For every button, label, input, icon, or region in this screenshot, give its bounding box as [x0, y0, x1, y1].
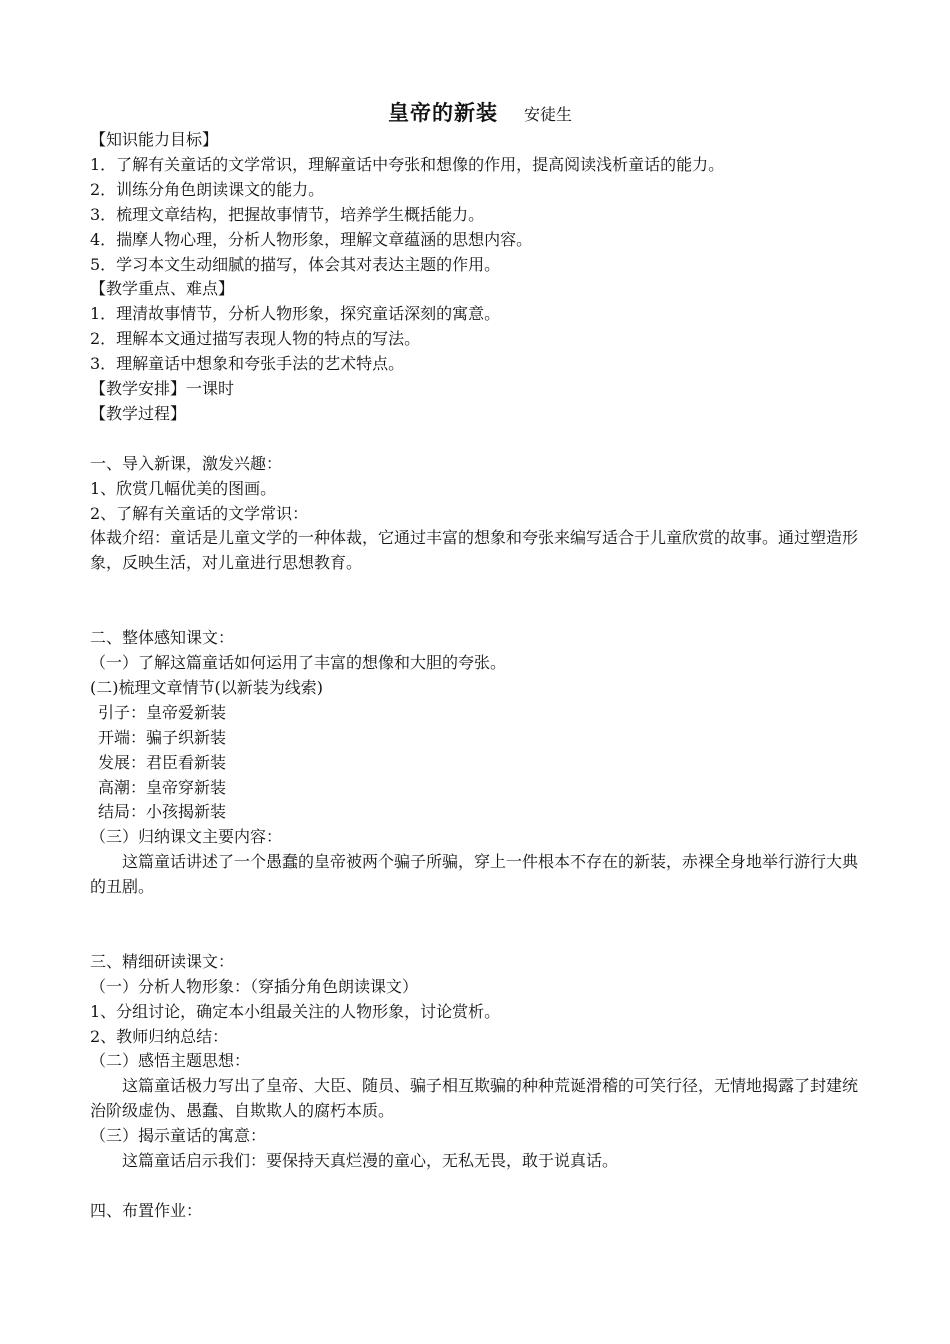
keypoints-heading: 【教学重点、难点】 — [90, 279, 235, 299]
section-heading: 一、导入新课，激发兴趣： — [90, 453, 283, 473]
objective-item: 5．学习本文生动细腻的描写，体会其对表达主题的作用。 — [90, 254, 501, 274]
schedule-line: 【教学安排】一课时 — [90, 379, 235, 399]
subsection-heading: （三）归纳课文主要内容： — [90, 827, 283, 847]
subsection-heading: （一）分析人物形象：（穿插分角色朗读课文） — [90, 976, 419, 996]
plot-item: 高潮：皇帝穿新装 — [98, 777, 227, 797]
genre-intro-paragraph: 体裁介绍：童话是儿童文学的一种体裁，它通过丰富的想象和夸张来编写适合于儿童欣赏的故事。通过塑造形象，反映生活，对儿童进行思想教育。 — [90, 528, 859, 573]
section-item: 2、教师归纳总结： — [90, 1026, 229, 1046]
title-row — [90, 98, 870, 128]
objective-item: 4．揣摩人物心理，分析人物形象，理解文章蕴涵的思想内容。 — [90, 229, 533, 249]
subsection-heading: (二)梳理文章情节(以新装为线索) — [90, 677, 323, 697]
plot-item: 引子：皇帝爱新装 — [98, 702, 227, 722]
summary-paragraph: 这篇童话讲述了一个愚蠢的皇帝被两个骗子所骗，穿上一件根本不存在的新装，赤裸全身地举行游行大典的丑剧。 — [90, 852, 859, 897]
document-title: 皇帝的新装 — [387, 100, 498, 125]
plot-item: 发展：君臣看新装 — [98, 752, 227, 772]
subsection-heading: （一）了解这篇童话如何运用了丰富的想像和大胆的夸张。 — [90, 652, 507, 672]
document-author: 安徒生 — [523, 105, 572, 124]
section-heading: 三、精细研读课文： — [90, 951, 235, 971]
process-heading: 【教学过程】 — [90, 403, 187, 423]
theme-paragraph: 这篇童话极力写出了皇帝、大臣、随员、骗子相互欺骗的种种荒诞滑稽的可笑行径，无情地揭露了封建统治阶级虚伪、愚蠢、自欺欺人的腐朽本质。 — [90, 1076, 859, 1121]
section-heading: 二、整体感知课文： — [90, 628, 235, 648]
subsection-heading: （二）感悟主题思想： — [90, 1051, 251, 1071]
keypoint-item: 1．理清故事情节，分析人物形象，探究童话深刻的寓意。 — [90, 304, 501, 324]
document-page — [90, 98, 870, 1224]
subsection-heading: （三）揭示童话的寓意： — [90, 1126, 267, 1146]
spacer — [90, 576, 870, 601]
objective-item: 1．了解有关童话的文学常识，理解童话中夸张和想像的作用，提高阅读浅析童话的能力。 — [90, 154, 725, 174]
moral-paragraph: 这篇童话启示我们：要保持天真烂漫的童心，无私无畏，敢于说真话。 — [122, 1151, 619, 1171]
spacer — [90, 601, 870, 626]
spacer — [90, 925, 870, 950]
section-item: 1、欣赏几幅优美的图画。 — [90, 478, 277, 498]
plot-item: 结局：小孩揭新装 — [98, 802, 227, 822]
section-item: 1、分组讨论，确定本小组最关注的人物形象，讨论赏析。 — [90, 1001, 501, 1021]
spacer — [90, 427, 870, 452]
spacer — [90, 900, 870, 925]
keypoint-item: 2．理解本文通过描写表现人物的特点的写法。 — [90, 329, 421, 349]
section-item: 2、了解有关童话的文学常识： — [90, 503, 309, 523]
spacer — [90, 1174, 870, 1199]
objective-item: 2．训练分角色朗读课文的能力。 — [90, 179, 325, 199]
keypoint-item: 3．理解童话中想象和夸张手法的艺术特点。 — [90, 354, 405, 374]
plot-item: 开端：骗子织新装 — [98, 727, 227, 747]
section-heading: 四、布置作业： — [90, 1200, 203, 1220]
objective-item: 3．梳理文章结构，把握故事情节，培养学生概括能力。 — [90, 204, 485, 224]
objectives-heading: 【知识能力目标】 — [90, 130, 219, 149]
